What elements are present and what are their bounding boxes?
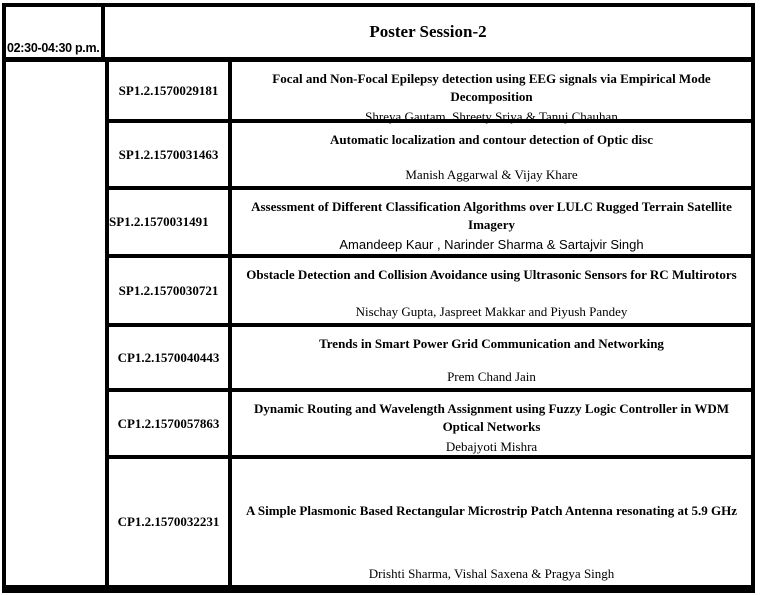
- paper-id: SP1.2.1570030721: [118, 282, 219, 298]
- paper-content-cell: [232, 327, 751, 388]
- paper-rows: [109, 62, 751, 585]
- table-row: [109, 258, 751, 327]
- paper-id: CP1.2.1570040443: [117, 349, 220, 365]
- time-slot-cell: [6, 7, 105, 57]
- paper-content-cell: [232, 62, 751, 125]
- paper-id: CP1.2.1570057863: [117, 415, 220, 431]
- table-row: [109, 190, 751, 258]
- table-row: [109, 459, 751, 585]
- paper-id-cell: [109, 327, 232, 388]
- paper-id: CP1.2.1570032231: [117, 514, 220, 529]
- table-row: [109, 392, 751, 459]
- paper-id-cell: [109, 123, 232, 186]
- paper-content-cell: [232, 258, 751, 323]
- paper-content-cell: [232, 459, 751, 585]
- session-title: Poster Session-2: [369, 22, 487, 41]
- paper-title: Obstacle Detection and Collision Avoidance using Ultrasonic Sensors for RC Multirotors: [246, 267, 737, 282]
- paper-authors: Amandeep Kaur , Narinder Sharma & Sartajvir Singh: [339, 237, 644, 253]
- session-body: [6, 62, 751, 585]
- paper-title: Automatic localization and contour detection of Optic disc: [330, 132, 653, 147]
- time-slot-label: 02:30-04:30 p.m.: [7, 41, 100, 55]
- paper-id-cell: [109, 459, 232, 585]
- paper-title: Trends in Smart Power Grid Communication and Networking: [319, 336, 664, 351]
- table-row: [109, 123, 751, 190]
- paper-id-cell: [109, 190, 232, 254]
- paper-id-cell: [109, 258, 232, 323]
- session-header-row: [6, 7, 751, 62]
- paper-id: SP1.2.1570031463: [118, 146, 219, 162]
- paper-authors: Nischay Gupta, Jaspreet Makkar and Piyush Pandey: [355, 304, 628, 319]
- paper-authors: Shreya Gautam, Shreety Sriya & Tanuj Chauhan: [365, 109, 618, 125]
- time-column-spacer: [6, 62, 109, 585]
- paper-authors: Prem Chand Jain: [447, 369, 536, 384]
- paper-title: Dynamic Routing and Wavelength Assignment using Fuzzy Logic Controller in WDM Optical Networks: [253, 401, 730, 434]
- paper-content-cell: [232, 392, 751, 455]
- paper-authors: Debajyoti Mishra: [445, 439, 538, 455]
- session-title-cell: [105, 7, 751, 57]
- paper-id-cell: [109, 62, 232, 119]
- paper-content-cell: [232, 190, 751, 254]
- session-table: [2, 3, 755, 593]
- paper-title: Focal and Non-Focal Epilepsy detection using EEG signals via Empirical Mode Decomposition: [272, 71, 711, 104]
- table-row: [109, 62, 751, 123]
- paper-title-wrap: [237, 459, 746, 562]
- paper-id: SP1.2.1570031491: [109, 214, 209, 229]
- table-row: [109, 327, 751, 392]
- paper-title: A Simple Plasmonic Based Rectangular Microstrip Patch Antenna resonating at 5.9 GHz: [245, 502, 738, 518]
- paper-authors: Manish Aggarwal & Vijay Khare: [405, 167, 578, 182]
- paper-content-cell: [232, 123, 751, 186]
- paper-title: Assessment of Different Classification Algorithms over LULC Rugged Terrain Satellite Imagery: [251, 199, 732, 232]
- paper-id: SP1.2.1570029181: [118, 82, 219, 98]
- paper-id-cell: [109, 392, 232, 455]
- paper-authors: Drishti Sharma, Vishal Saxena & Pragya Singh: [368, 566, 615, 581]
